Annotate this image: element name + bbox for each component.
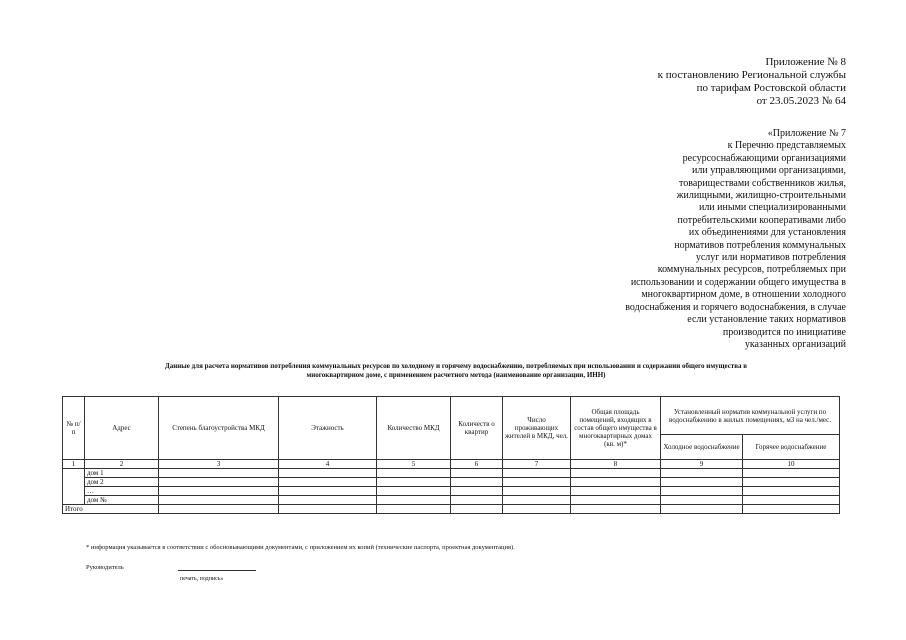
appendix-header <box>658 56 846 108</box>
signature-label: Руководитель <box>86 564 124 571</box>
col-header-residents: Число проживающих жителей в МКД, чел. <box>503 397 571 460</box>
table-cell <box>451 496 503 505</box>
table-cell <box>377 496 451 505</box>
column-number: 10 <box>743 460 840 469</box>
table-cell <box>743 505 840 514</box>
table-cell <box>279 469 377 478</box>
column-number-row <box>63 460 840 469</box>
previous-appendix-line: водоснабжения и горячего водоснабжения, в случае <box>625 301 846 313</box>
previous-appendix-line: жилищными, жилищно-строительными <box>676 190 846 202</box>
column-number: 8 <box>571 460 661 469</box>
address-cell: дом № <box>85 496 159 505</box>
col-header-num: № п/п <box>63 397 85 460</box>
address-cell: … <box>85 487 159 496</box>
table-cell <box>661 505 743 514</box>
signature-line <box>178 570 256 571</box>
appendix-header-line: к постановлению Региональной службы <box>657 69 846 81</box>
table-cell <box>377 505 451 514</box>
previous-appendix-line: если установление таких нормативов <box>687 314 846 326</box>
table-cell <box>571 478 661 487</box>
table-cell <box>743 487 840 496</box>
previous-appendix-line: ресурсоснабжающими организациями <box>682 152 846 164</box>
table-cell <box>661 478 743 487</box>
table-cell <box>571 487 661 496</box>
table-cell <box>503 505 571 514</box>
previous-appendix-line: услуг или нормативов потребления <box>695 252 846 264</box>
table-cell <box>451 505 503 514</box>
table-cell <box>377 469 451 478</box>
address-cell: дом 2 <box>85 478 159 487</box>
table-cell <box>743 496 840 505</box>
column-number: 1 <box>63 460 85 469</box>
previous-appendix-line: их объединениями для установления <box>688 227 846 239</box>
table-cell <box>661 496 743 505</box>
table-cell <box>503 496 571 505</box>
table-cell <box>503 487 571 496</box>
previous-appendix-line: к Перечню представляемых <box>727 140 846 152</box>
table-title-line: многоквартирном доме, с применением расчетного метода (наименование организации, ИНН) <box>306 371 606 379</box>
table-cell <box>377 487 451 496</box>
col-header-area: Общая площадь помещений, входящих в состав общего имущества в многоквартирных домах (кв. м)* <box>571 397 661 460</box>
table-cell <box>571 496 661 505</box>
total-label: Итого <box>63 505 159 514</box>
total-row <box>63 505 840 514</box>
table-cell <box>159 487 279 496</box>
table-row <box>63 496 840 505</box>
column-number: 4 <box>279 460 377 469</box>
table-cell <box>159 505 279 514</box>
previous-appendix-line: использовании и содержании общего имущества в <box>630 276 846 288</box>
table-cell <box>159 496 279 505</box>
col-header-floors: Этажность <box>279 397 377 460</box>
previous-appendix-line: производится по инициативе <box>722 326 846 338</box>
previous-appendix-line: товариществами собственников жилья, <box>679 177 846 189</box>
column-number: 5 <box>377 460 451 469</box>
previous-appendix-line: нормативов потребления коммунальных <box>674 239 846 251</box>
previous-appendix-line: коммунальных ресурсов, потребляемых при <box>657 264 846 276</box>
col-header-hot: Горячее водоснабжение <box>743 435 840 460</box>
column-number: 2 <box>85 460 159 469</box>
table-cell <box>279 505 377 514</box>
previous-appendix-line: указанных организаций <box>744 338 846 350</box>
previous-appendix-line: или иными специализированными <box>698 202 846 214</box>
col-header-address: Адрес <box>85 397 159 460</box>
previous-appendix-line: «Приложение № 7 <box>767 128 846 139</box>
data-table <box>62 396 840 514</box>
table-row <box>63 487 840 496</box>
table-cell <box>279 496 377 505</box>
table-cell <box>451 478 503 487</box>
address-cell: дом 1 <box>85 469 159 478</box>
table-cell <box>451 469 503 478</box>
table-cell <box>743 469 840 478</box>
table-cell <box>279 487 377 496</box>
table-cell <box>451 487 503 496</box>
col-header-apartments: Количеств о квартир <box>451 397 503 460</box>
table-title-line: Данные для расчета нормативов потребления коммунальных ресурсов по холодному и горячему водоснабжению, потребляемых при использовании и содержании общего имущества в <box>164 362 748 370</box>
col-header-mkd-count: Количество МКД <box>377 397 451 460</box>
table-header-row <box>63 397 840 435</box>
previous-appendix-header <box>586 128 846 351</box>
table-cell <box>503 478 571 487</box>
appendix-header-line: Приложение № 8 <box>765 56 846 68</box>
col-header-improvement: Степень благоустройства МКД <box>159 397 279 460</box>
table-row <box>63 478 840 487</box>
table-cell <box>743 478 840 487</box>
column-number: 9 <box>661 460 743 469</box>
table-cell <box>159 478 279 487</box>
table-cell <box>503 469 571 478</box>
table-cell <box>159 469 279 478</box>
table-row <box>63 469 840 478</box>
table-cell <box>377 478 451 487</box>
column-number: 7 <box>503 460 571 469</box>
column-number: 3 <box>159 460 279 469</box>
appendix-header-line: по тарифам Ростовской области <box>696 82 846 94</box>
col-header-norm: Установленный норматив коммунальной услуги по водоснабжению в жилых помещениях, м3 на чел./мес. <box>661 397 840 435</box>
previous-appendix-line: или управляющими организациями, <box>692 165 846 177</box>
table-cell <box>661 487 743 496</box>
footnote: * информация указывается в соответствии с обосновывающими документами, с приложением их копий (технические паспорта, проектная документация). <box>86 544 515 551</box>
table-cell <box>571 505 661 514</box>
table-cell <box>571 469 661 478</box>
previous-appendix-line: потребительскими кооперативами либо <box>677 214 846 226</box>
row-number-cell <box>63 469 85 505</box>
table-title <box>80 362 832 380</box>
previous-appendix-line: многоквартирном доме, в отношении холодного <box>641 289 846 301</box>
table-cell <box>279 478 377 487</box>
column-number: 6 <box>451 460 503 469</box>
appendix-header-line: от 23.05.2023 № 64 <box>756 95 846 107</box>
table-cell <box>661 469 743 478</box>
col-header-cold: Холодное водоснабжение <box>661 435 743 460</box>
signature-hint: печать, подпись» <box>180 576 224 582</box>
